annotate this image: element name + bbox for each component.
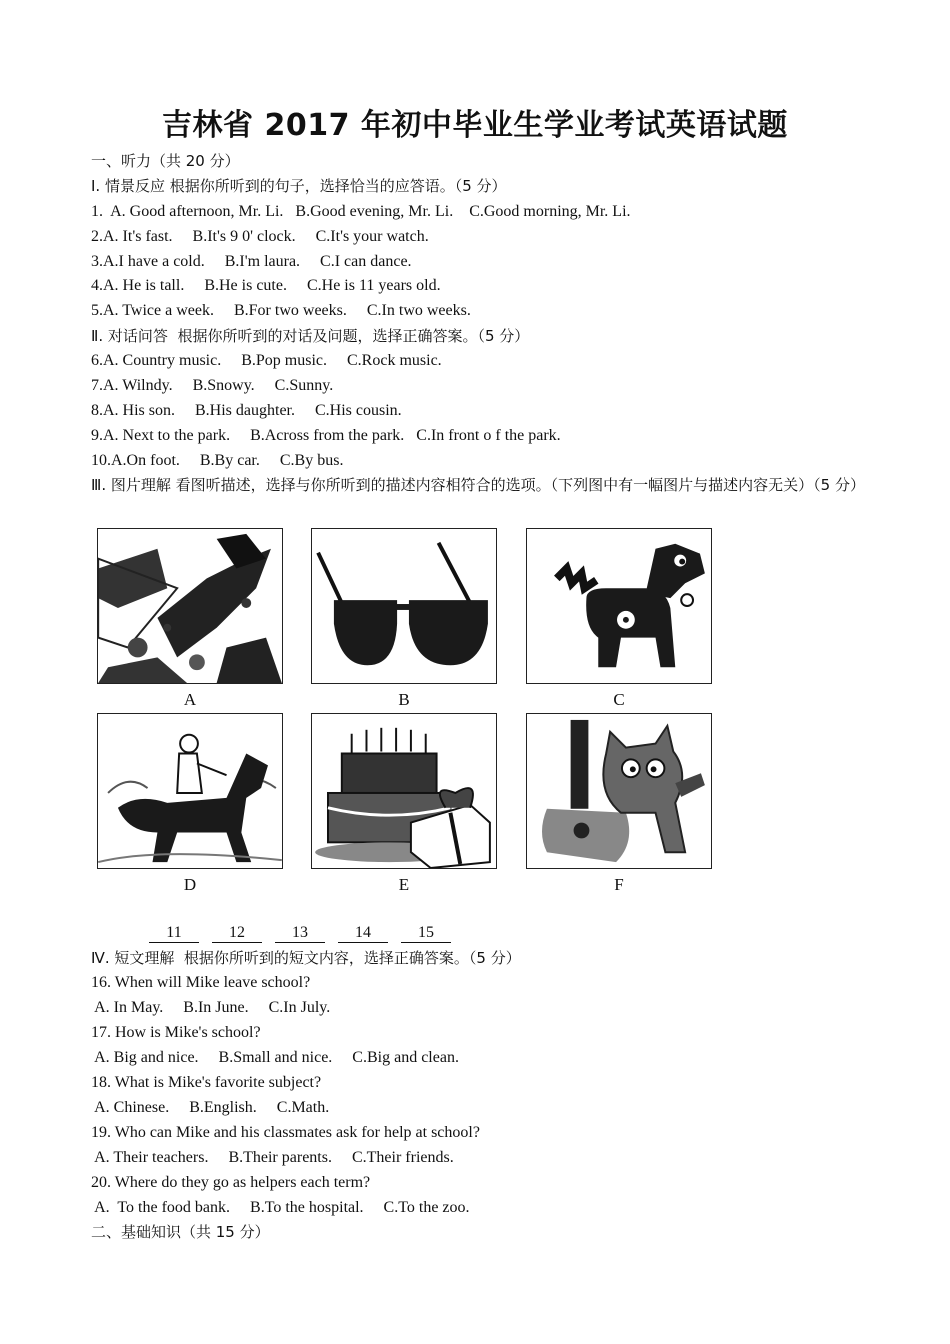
question-17-options: A. Big and nice. B.Small and nice. C.Big and clean.: [91, 1049, 459, 1066]
question-16: 16. When will Mike leave school?: [91, 974, 311, 991]
question-16-options: A. In May. B.In June. C.In July.: [91, 999, 331, 1016]
picture-e-label: E: [398, 875, 410, 894]
question-18-options: A. Chinese. B.English. C.Math.: [91, 1099, 330, 1116]
question-19: 19. Who can Mike and his classmates ask for help at school?: [91, 1124, 480, 1141]
question-17: 17. How is Mike's school?: [91, 1024, 261, 1041]
question-18: 18. What is Mike's favorite subject?: [91, 1074, 322, 1091]
question-20: 20. Where do they go as helpers each term?: [91, 1174, 371, 1191]
picture-d: [97, 713, 283, 869]
picture-c-label: C: [613, 690, 625, 709]
question-1: 1. A. Good afternoon, Mr. Li. B.Good evening, Mr. Li. C.Good morning, Mr. Li.: [91, 203, 631, 220]
answer-blank-15[interactable]: 15: [401, 924, 451, 943]
answer-blank-14[interactable]: 14: [338, 924, 388, 943]
answer-blank-11[interactable]: 11: [149, 924, 199, 943]
picture-d-label: D: [183, 875, 197, 894]
answer-blank-13[interactable]: 13: [275, 924, 325, 943]
question-20-options: A. To the food bank. B.To the hospital. C.To the zoo.: [91, 1199, 470, 1216]
cake-gift-illustration: [312, 714, 496, 868]
question-2: 2.A. It's fast. B.It's 9 0' clock. C.It's your watch.: [91, 228, 429, 245]
picture-b-label: B: [398, 690, 410, 709]
crash-illustration: [98, 529, 282, 683]
picture-a-label: A: [183, 690, 197, 709]
picture-f: [526, 713, 712, 869]
part4-heading: Ⅳ. 短文理解 根据你所听到的短文内容，选择正确答案。（5 分）: [91, 949, 521, 967]
question-8: 8.A. His son. B.His daughter. C.His cousin.: [91, 402, 402, 419]
answer-blank-12[interactable]: 12: [212, 924, 262, 943]
question-6: 6.A. Country music. B.Pop music. C.Rock music.: [91, 352, 442, 369]
question-4: 4.A. He is tall. B.He is cute. C.He is 11 years old.: [91, 277, 441, 294]
question-5: 5.A. Twice a week. B.For two weeks. C.In two weeks.: [91, 302, 471, 319]
page-title: 吉林省 2017 年初中毕业生学业考试英语试题: [162, 108, 788, 143]
question-19-options: A. Their teachers. B.Their parents. C.Their friends.: [91, 1149, 454, 1166]
part3-heading: Ⅲ. 图片理解 看图听描述，选择与你所听到的描述内容相符合的选项。（下列图中有一幅图片与描述内容无关）（5 分）: [91, 476, 865, 494]
question-9: 9.A. Next to the park. B.Across from the park. C.In front o f the park.: [91, 427, 561, 444]
question-7: 7.A. Wilndy. B.Snowy. C.Sunny.: [91, 377, 334, 394]
question-3: 3.A.I have a cold. B.I'm laura. C.I can dance.: [91, 253, 412, 270]
sunglasses-illustration: [312, 529, 496, 683]
picture-f-label: F: [614, 875, 624, 894]
picture-e: [311, 713, 497, 869]
section-heading-listening: 一、听力（共 20 分）: [91, 152, 240, 170]
picture-a: [97, 528, 283, 684]
section-heading-basics: 二、基础知识（共 15 分）: [91, 1223, 270, 1241]
question-10: 10.A.On foot. B.By car. C.By bus.: [91, 452, 344, 469]
picture-b: [311, 528, 497, 684]
part2-heading: Ⅱ. 对话问答 根据你所听到的对话及问题，选择正确答案。（5 分）: [91, 327, 530, 345]
cat-guitar-illustration: [527, 714, 711, 868]
picture-c: [526, 528, 712, 684]
horse-rider-illustration: [98, 714, 282, 868]
part1-heading: Ⅰ. 情景反应 根据你所听到的句子，选择恰当的应答语。（5 分）: [91, 177, 507, 195]
dog-illustration: [527, 529, 711, 683]
